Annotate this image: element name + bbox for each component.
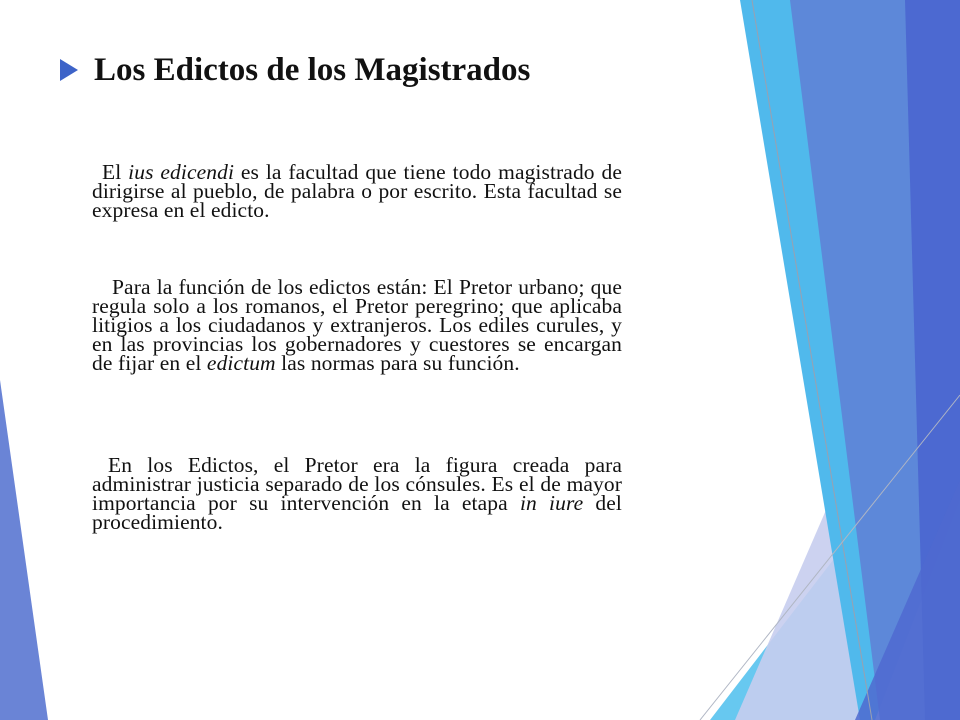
p3-run-3: del procedimiento. (92, 491, 622, 534)
p3-run-2: in iure (519, 491, 584, 515)
p2-run-1: Para la función de los edictos están: El Pretor urbano; que regula solo a los romanos, el Pretor peregrino; que aplicaba litigios a los ciudadanos y extranjeros. Los ediles curules, y en las provincias los gobernadores y cuestores se encargan de fijar en el (92, 275, 622, 375)
p1-run-2: ius edicendi (128, 160, 235, 184)
p3-run-1: En los Edictos, el Pretor era la figura creada para administrar justicia separado de los cónsules. Es el de mayor importancia por su intervención en la etapa (92, 453, 622, 515)
paragraph-1-text (92, 160, 622, 222)
slide-title: Los Edictos de los Magistrados (94, 52, 531, 88)
title-row (58, 52, 530, 88)
paragraph-1 (92, 160, 622, 222)
p1-run-1: El (102, 160, 129, 184)
left-corner-triangle (0, 380, 48, 720)
p1-run-3: es la facultad que tiene todo magistrado de dirigirse al pueblo, de palabra o por escrito. Esta facultad se expresa en el edicto. (92, 160, 622, 222)
p2-run-3: las normas para su función. (275, 351, 520, 375)
right-triangle-bullet-icon (58, 57, 80, 83)
p2-run-2: edictum (206, 351, 276, 375)
paragraph-3 (92, 453, 622, 534)
paragraph-2-text (92, 275, 622, 375)
paragraph-3-text (92, 453, 622, 534)
paragraph-2 (92, 275, 622, 375)
